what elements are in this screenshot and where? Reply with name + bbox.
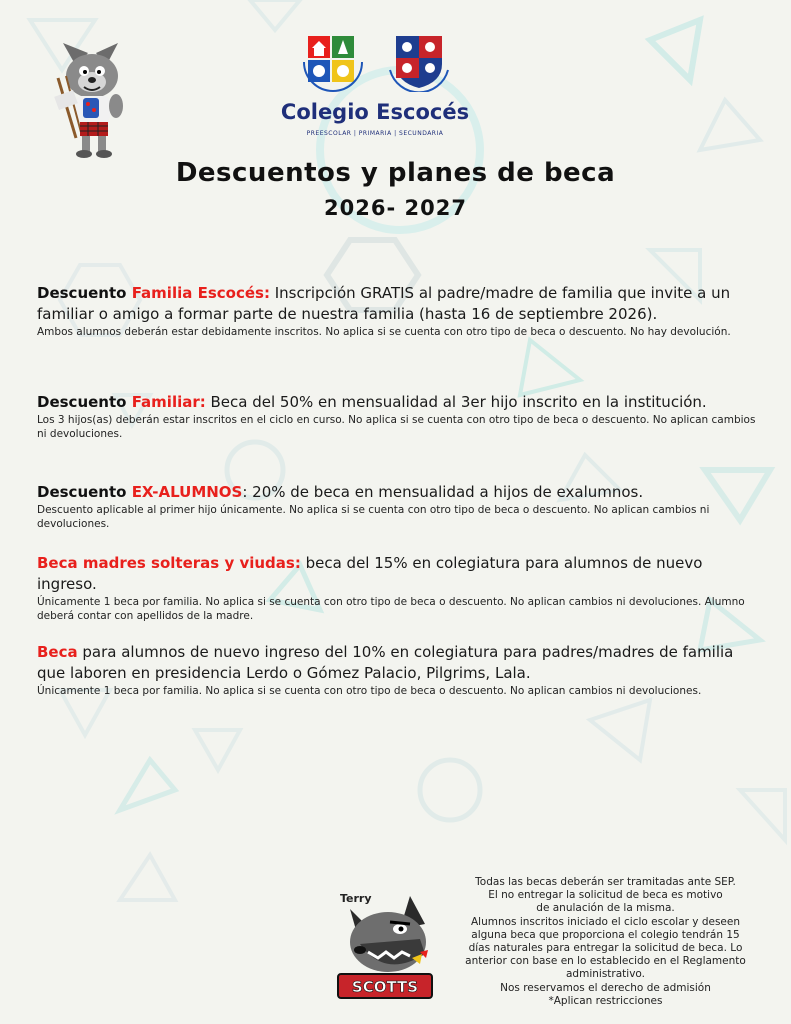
footer-line: Nos reservamos el derecho de admisión	[500, 981, 711, 994]
section-prefix: Descuento	[37, 483, 132, 501]
section-highlight: Familiar:	[131, 393, 206, 411]
footer-notes	[448, 876, 763, 1008]
mascot-banner: SCOTTS	[351, 978, 419, 996]
section-fine-print: Ambos alumnos deberán estar debidamente inscritos. No aplica si se cuenta con otro tipo de beca o descuento. No hay devolución.	[37, 326, 731, 338]
footer-line: días naturales para entregar la solicitud de beca. Lo	[468, 942, 743, 955]
section-nuevo-ingreso	[37, 642, 757, 698]
section-familia-escoces	[37, 283, 757, 339]
section-body: : 20% de beca en mensualidad a hijos de exalumnos.	[242, 483, 644, 501]
section-body: beca del 15% en colegiatura para alumnos de nuevo ingreso.	[37, 554, 703, 593]
section-fine-print: Los 3 hijos(as) deberán estar inscritos en el ciclo en curso. No aplica si se cuenta con otro tipo de beca o descuento. No aplican cambios ni devoluciones.	[37, 414, 756, 440]
footer-line: anterior con base en lo establecido en el Reglamento	[465, 955, 746, 968]
school-logo-icon	[302, 30, 364, 92]
footer-line: de anulación de la misma.	[536, 902, 675, 915]
section-highlight: Beca	[37, 643, 78, 661]
mascot-name: Terry	[340, 892, 372, 905]
section-familiar	[37, 392, 757, 441]
section-ex-alumnos	[37, 482, 757, 531]
section-main-text	[37, 642, 757, 684]
school-name: Colegio Escocés	[280, 100, 470, 124]
section-main-text	[37, 553, 757, 595]
footer-line: El no entregar la solicitud de beca es motivo	[488, 889, 723, 902]
section-madres-solteras	[37, 553, 757, 623]
scotts-mascot-icon	[330, 884, 440, 1002]
section-highlight: Familia Escocés:	[131, 284, 270, 302]
section-main-text	[37, 283, 757, 325]
section-main-text	[37, 392, 757, 413]
school-levels: PREESCOLAR | PRIMARIA | SECUNDARIA	[306, 130, 444, 137]
footer-line: *Aplican restricciones	[548, 994, 663, 1007]
section-prefix: Descuento	[37, 393, 132, 411]
section-highlight: EX-ALUMNOS	[131, 483, 243, 501]
footer-line: administrativo.	[566, 968, 645, 981]
school-shield-icon	[388, 30, 450, 92]
section-fine-print: Únicamente 1 beca por familia. No aplica si se cuenta con otro tipo de beca o descuento. No aplican cambios ni devoluciones.	[37, 685, 702, 697]
wolf-mascot-icon	[48, 38, 138, 160]
school-year: 2026- 2027	[324, 196, 467, 220]
footer-line: Todas las becas deberán ser tramitadas ante SEP.	[475, 876, 736, 888]
section-highlight: Beca madres solteras y viudas:	[37, 554, 301, 572]
section-body: Inscripción GRATIS al padre/madre de familia que invite a un familiar o amigo a formar parte de nuestra familia (hasta 16 de septiembre 2026).	[37, 284, 731, 323]
section-body: Beca del 50% en mensualidad al 3er hijo inscrito en la institución.	[205, 393, 707, 411]
section-body: para alumnos de nuevo ingreso del 10% en colegiatura para padres/madres de familia que laboren en presidencia Lerdo o Gómez Palacio, Pilgrims, Lala.	[37, 643, 734, 682]
footer-line: Alumnos inscritos iniciado el ciclo escolar y deseen	[470, 915, 741, 928]
footer-line: alguna beca que proporciona el colegio tendrán 15	[471, 928, 740, 941]
section-prefix: Descuento	[37, 284, 132, 302]
section-fine-print: Únicamente 1 beca por familia. No aplica si se cuenta con otro tipo de beca o descuento. No aplican cambios ni devoluciones. Alumno deberá contar con apellidos de la madre.	[37, 596, 745, 622]
section-fine-print: Descuento aplicable al primer hijo únicamente. No aplica si se cuenta con otro tipo de beca o descuento. No aplican cambios ni devoluciones.	[37, 504, 710, 530]
section-main-text	[37, 482, 757, 503]
page-title: Descuentos y planes de beca	[175, 158, 616, 188]
